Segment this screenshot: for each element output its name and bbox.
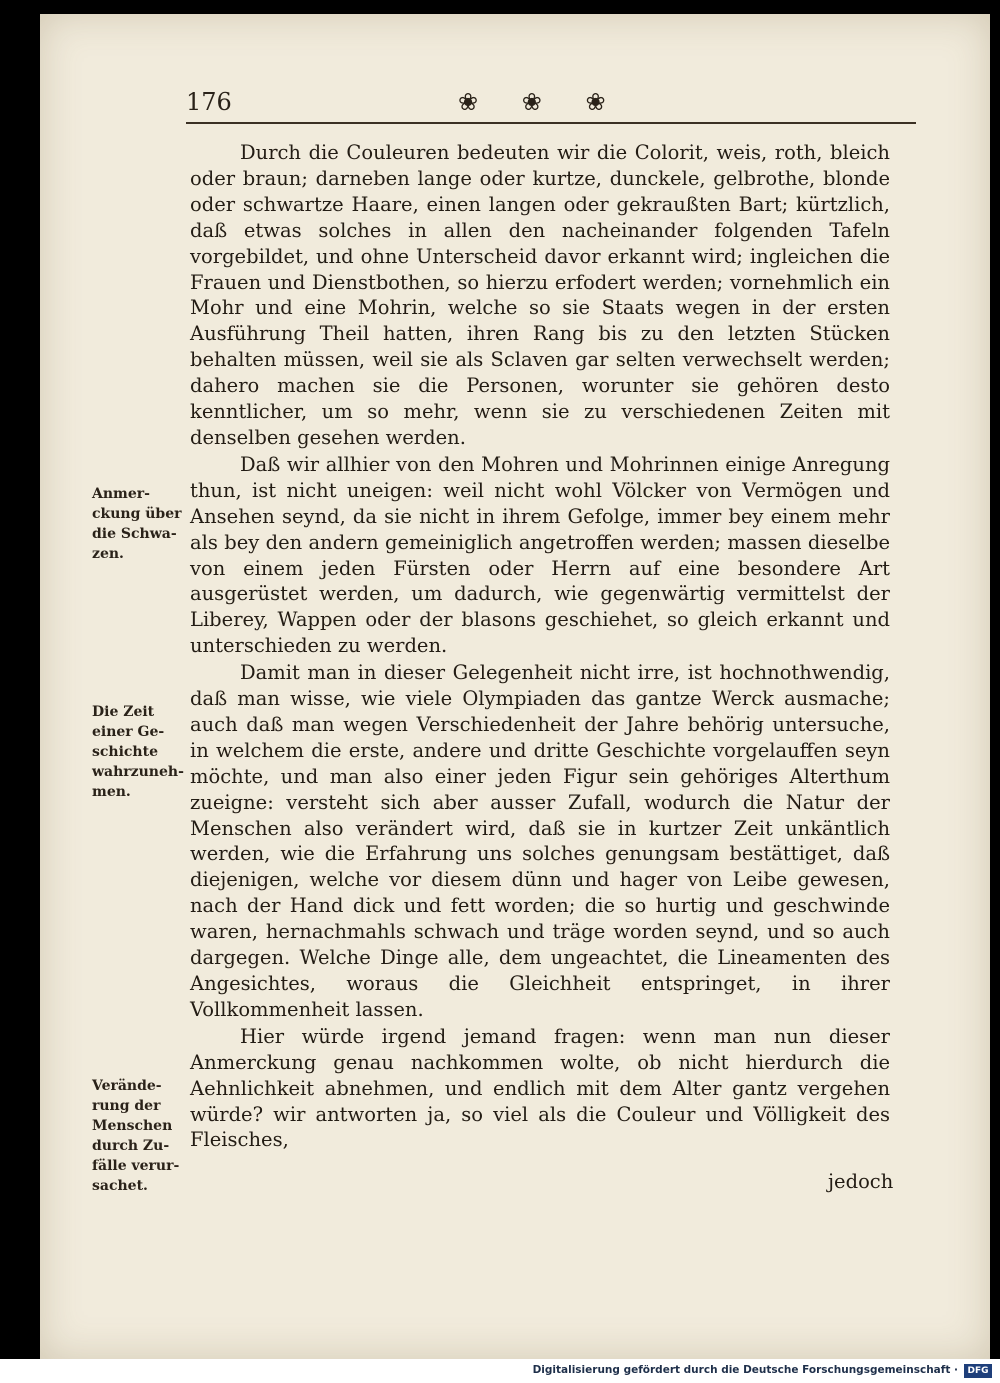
- header-ornament: ❀ ❀ ❀: [458, 88, 624, 116]
- page-body: [190, 140, 890, 1153]
- paragraph-1: Durch die Couleuren bedeuten wir die Colorit, weis, roth, bleich oder braun; darneben lange oder kurtze, dunckele, gelbrothe, blonde oder schwartze Haare, einen langen oder gekraußten Bart; kürtzlich, daß etwas solches in allen den nacheinander folgenden Tafeln vorgebildet, und ohne Unterscheid davor erkannt wird; ingleichen die Frauen und Dienstbothen, so hierzu erfodert werden; vornehmlich ein Mohr und eine Mohrin, welche so sie Staats wegen in der ersten Ausführung Theil hatten, ihren Rang bis zu den letzten Stücken behalten müssen, weil sie als Sclaven gar selten verwechselt werden; dahero machen sie die Personen, worunter sie gehören desto kenntlicher, um so mehr, wenn sie zu verschiedenen Zeiten mit denselben gesehen werden.: [190, 141, 890, 449]
- paragraph-4: Hier würde irgend jemand fragen: wenn man nun dieser Anmerckung genau nachkommen wolte, ob nicht hierdurch die Aehnlichkeit abnehmen, und endlich mit dem Alter gantz vergehen würde? wir antworten ja, so viel als die Couleur und Völligkeit des Fleisches,: [190, 1024, 890, 1152]
- paragraph-3: Damit man in dieser Gelegenheit nicht irre, ist hochnothwendig, daß man wisse, wie viele Olympiaden das gantze Werck ausmache; auch daß man wegen Verschiedenheit der Jahre behörig untersuche, in welchem die erste, andere und dritte Geschichte vorgelauffen seyn möchte, und man also einer jeden Figur sein gehöriges Alterthum zueigne: versteht sich aber ausser Zufall, wodurch die Natur der Menschen also verändert wird, daß sie in kurtzer Zeit unkäntlich werden, wie die Erfahrung uns solches genungsam bestättiget, daß diejenigen, welche vor diesem dünn und hager von Leibe gewesen, nach der Hand dick und fett worden; die so hurtig und geschwinde waren, hernachmahls schwach und träge worden seynd, und so auch dargegen. Welche Dinge alle, dem ungeachtet, die Lineamenten des Angesichtes, woraus die Gleichheit entspringet, in ihrer Vollkommenheit lassen.: [190, 661, 890, 1021]
- header-rule: [186, 122, 916, 124]
- margin-note-2: Die Zeit einer Ge- schichte wahrzuneh- men.: [92, 704, 184, 800]
- paragraph-2: Daß wir allhier von den Mohren und Mohrinnen einige Anregung thun, ist nicht uneigen: weil nicht wohl Völcker von Vermögen und Ansehen seynd, da sie nicht in ihrem Gefolge, immer bey einem mehr als bey den andern gemeiniglich angetroffen werden; massen dieselbe von einem jeden Fürsten oder Herrn auf eine besondere Art ausgerüstet werden, um dadurch, wie gegenwärtig vermittelst der Liberey, Wappen oder der blasons geschiehet, so gleich erkannt und unterschieden zu werden.: [190, 452, 890, 658]
- margin-note-3: Verände- rung der Menschen durch Zu- fälle verur- sachet.: [92, 1078, 180, 1194]
- dfg-logo: DFG: [964, 1364, 992, 1378]
- digitization-credit: Digitalisierung gefördert durch die Deutsche Forschungsgemeinschaft ·: [532, 1364, 958, 1376]
- catchword: jedoch: [828, 1170, 894, 1193]
- margin-note-1: Anmer- ckung über die Schwa- zen.: [92, 486, 182, 562]
- page-number: 176: [186, 88, 232, 116]
